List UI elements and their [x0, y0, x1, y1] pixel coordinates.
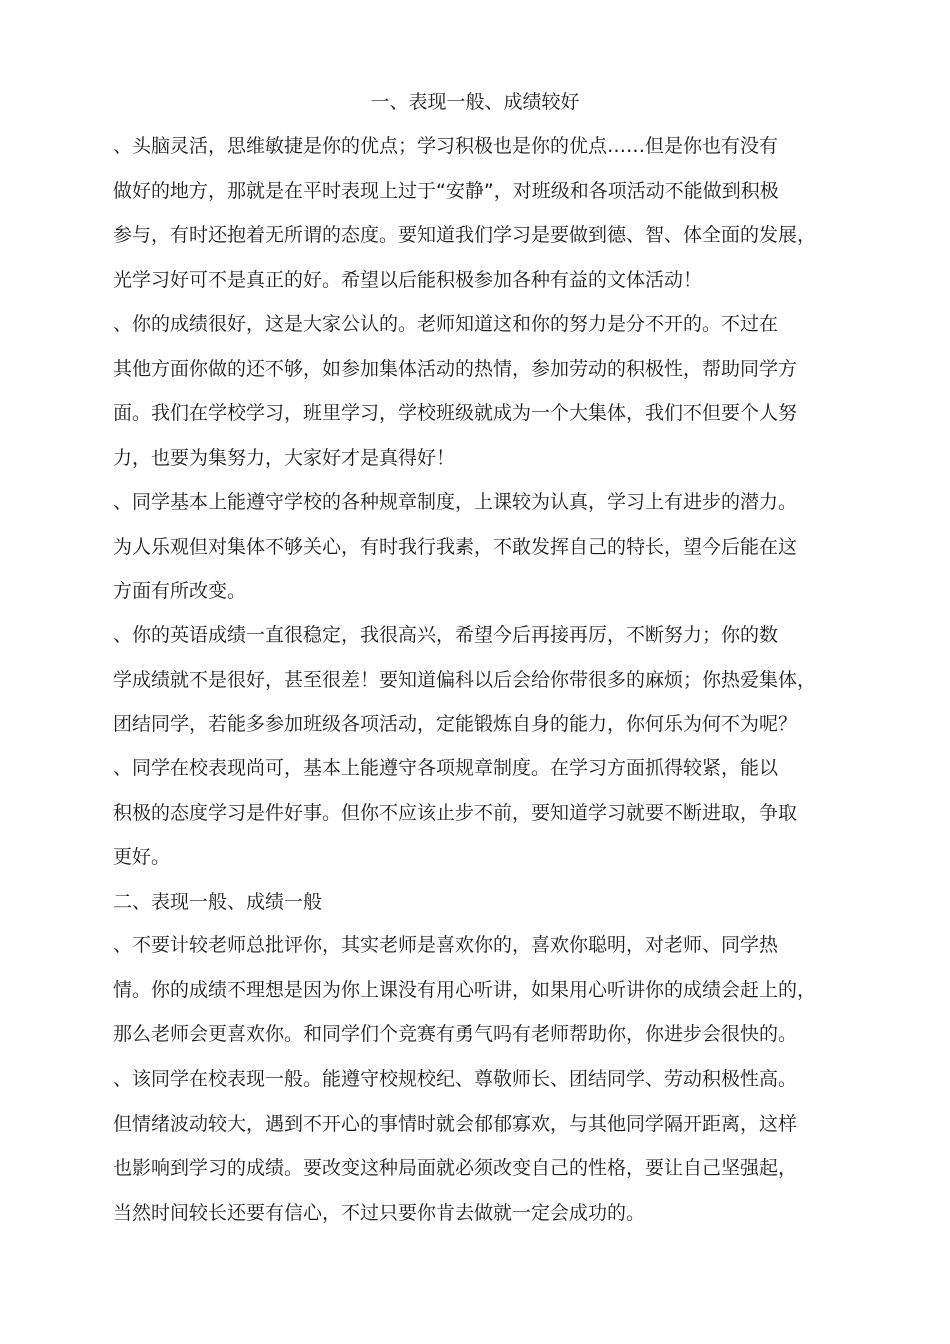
paragraph-line: 方面有所改变。	[113, 580, 247, 602]
paragraph-line: 、同学在校表现尚可，基本上能遵守各项规章制度。在学习方面抓得较紧，能以	[113, 757, 779, 779]
paragraph-line: 、不要计较老师总批评你，其实老师是喜欢你的，喜欢你聪明，对老师、同学热	[113, 934, 779, 956]
comment-paragraph-2	[113, 302, 855, 480]
paragraph-line: 面。我们在学校学习，班里学习，学校班级就成为一个大集体，我们不但要个人努	[113, 402, 798, 424]
paragraph-line: 团结同学，若能多参加班级各项活动，定能锻炼自身的能力，你何乐为何不为呢？	[113, 713, 798, 735]
paragraph-line: 、该同学在校表现一般。能遵守校规校纪、尊敬师长、团结同学、劳动积极性高。	[113, 1068, 798, 1090]
section-2-heading: 二、表现一般、成绩一般	[113, 891, 323, 913]
paragraph-line: 但情绪波动较大，遇到不开心的事情时就会郁郁寡欢，与其他同学隔开距离，这样	[113, 1112, 798, 1135]
paragraph-line: 更好。	[113, 846, 171, 868]
paragraph-line: 力，也要为集努力，大家好才是真得好！	[113, 446, 456, 469]
comment-paragraph-3	[113, 480, 855, 614]
paragraph-line: 做好的地方，那就是在平时表现上过于“安静”，对班级和各项活动不能做到积极	[113, 179, 779, 202]
paragraph-line: 、你的成绩很好，这是大家公认的。老师知道这和你的努力是分不开的。不过在	[113, 313, 779, 335]
paragraph-line: 、你的英语成绩一直很稳定，我很高兴，希望今后再接再厉，不断努力；你的数	[113, 624, 779, 646]
comment-paragraph-4	[113, 613, 855, 747]
paragraph-line: 情。你的成绩不理想是因为你上课没有用心听讲，如果用心听讲你的成绩会赶上的，	[113, 978, 817, 1001]
paragraph-line: 积极的态度学习是件好事。但你不应该止步不前，要知道学习就要不断进取，争取	[113, 801, 798, 824]
comment-paragraph-5	[113, 746, 855, 880]
paragraph-line: 那么老师会更喜欢你。和同学们个竞赛有勇气吗有老师帮助你，你进步会很快的。	[113, 1023, 798, 1045]
paragraph-line: 光学习好可不是真正的好。希望以后能积极参加各种有益的文体活动！	[113, 268, 703, 291]
paragraph-line: 参与，有时还抱着无所谓的态度。要知道我们学习是要做到德、智、体全面的发展，	[113, 224, 817, 246]
comment-paragraph-1	[113, 124, 855, 302]
section-1-heading: 一、表现一般、成绩较好	[370, 91, 580, 113]
paragraph-line: 、头脑灵活，思维敏捷是你的优点；学习积极也是你的优点……但是你也有没有	[113, 135, 779, 157]
comment-paragraph-7	[113, 1057, 855, 1235]
paragraph-line: 学成绩就不是很好，甚至很差！要知道偏科以后会给你带很多的麻烦；你热爱集体，	[113, 668, 817, 691]
paragraph-line: 当然时间较长还要有信心，不过只要你肯去做就一定会成功的。	[113, 1201, 646, 1224]
paragraph-line: 也影响到学习的成绩。要改变这种局面就必须改变自己的性格，要让自己坚强起，	[113, 1157, 798, 1179]
paragraph-line: 其他方面你做的还不够，如参加集体活动的热情，参加劳动的积极性，帮助同学方	[113, 357, 798, 380]
paragraph-line: 、同学基本上能遵守学校的各种规章制度，上课较为认真，学习上有进步的潜力。	[113, 491, 798, 513]
paragraph-line: 为人乐观但对集体不够关心，有时我行我素，不敢发挥自己的特长，望今后能在这	[113, 535, 798, 558]
comment-paragraph-6	[113, 923, 855, 1057]
